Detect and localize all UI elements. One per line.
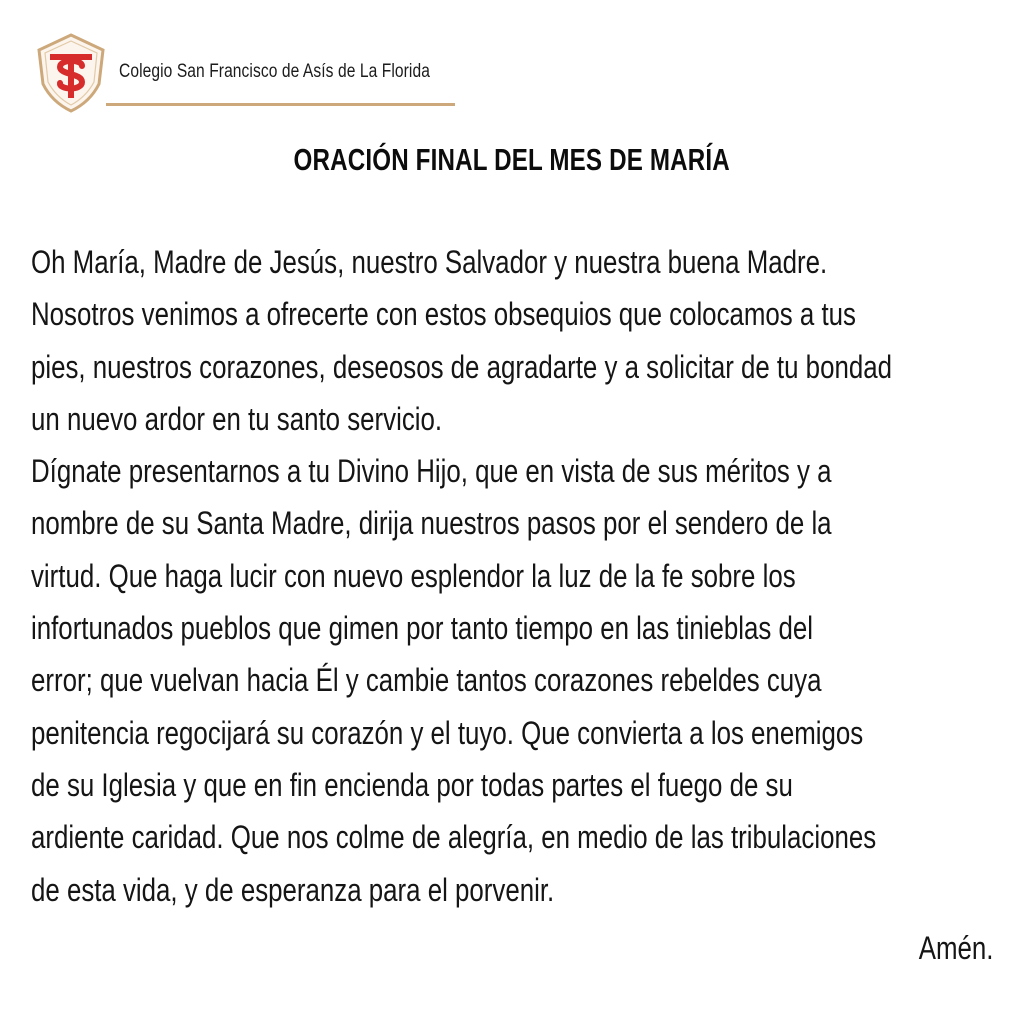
prayer-line: de su Iglesia y que en fin encienda por todas partes el fuego de su <box>31 766 793 803</box>
prayer-line: infortunados pueblos que gimen por tanto tiempo en las tinieblas del <box>31 610 813 647</box>
header-divider <box>106 103 455 106</box>
prayer-line: pies, nuestros corazones, deseosos de agradarte y a solicitar de tu bondad <box>31 348 892 385</box>
prayer-line: un nuevo ardor en tu santo servicio. <box>31 400 443 437</box>
prayer-body <box>31 240 993 920</box>
prayer-line: penitencia regocijará su corazón y el tuyo. Que convierta a los enemigos <box>31 714 864 751</box>
page-title-text: ORACIÓN FINAL DEL MES DE MARÍA <box>293 142 731 177</box>
school-header <box>30 32 470 114</box>
page-title <box>0 142 1024 178</box>
prayer-line: Dígnate presentarnos a tu Divino Hijo, que en vista de sus méritos y a <box>31 453 832 490</box>
prayer-line: virtud. Que haga lucir con nuevo esplendor la luz de la fe sobre los <box>31 557 796 594</box>
prayer-line: error; que vuelvan hacia Él y cambie tantos corazones rebeldes cuya <box>31 662 822 699</box>
prayer-line: nombre de su Santa Madre, dirija nuestros pasos por el sendero de la <box>31 505 832 542</box>
school-name: Colegio San Francisco de Asís de La Florida <box>119 61 430 82</box>
prayer-line: Nosotros venimos a ofrecerte con estos obsequios que colocamos a tus <box>31 296 856 333</box>
prayer-line: ardiente caridad. Que nos colme de alegría, en medio de las tribulaciones <box>31 819 877 856</box>
prayer-line: Oh María, Madre de Jesús, nuestro Salvador y nuestra buena Madre. <box>31 244 828 280</box>
prayer-line: de esta vida, y de esperanza para el porvenir. <box>31 871 555 908</box>
signoff-amen: Amén. <box>918 930 993 966</box>
school-crest-icon <box>30 32 112 114</box>
